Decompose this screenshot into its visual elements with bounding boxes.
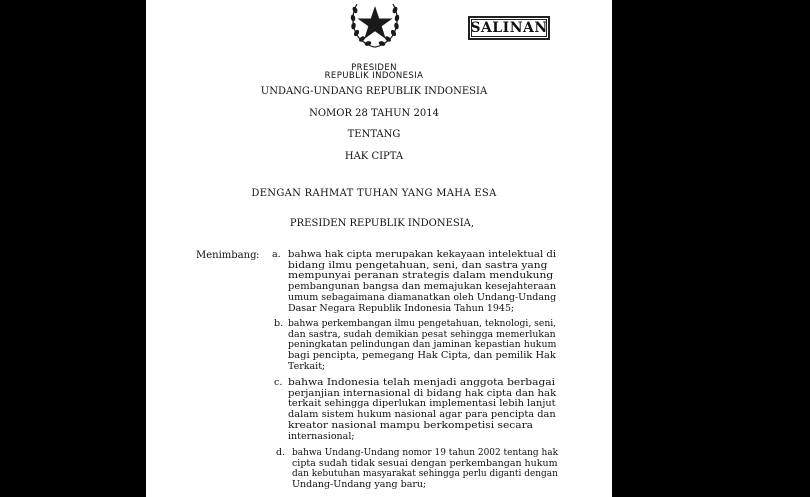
considering-item-line: Dasar Negara Republik Indonesia Tahun 1945; (288, 302, 515, 314)
considering-item-line: bagi pencipta, pemegang Hak Cipta, dan pemilik Hak (288, 350, 556, 362)
considering-item-line: internasional; (288, 430, 355, 442)
considering-item-letter: a. (272, 249, 281, 260)
considering-colon: : (256, 250, 260, 261)
office-title: PRESIDEN (351, 63, 397, 73)
considering-item-line: dan sastra, sudah demikian pesat sehingga memerlukan (288, 328, 556, 340)
garuda-emblem-icon (347, 0, 403, 50)
considering-item-line: perjanjian internasional di bidang hak cipta dan hak (288, 387, 557, 399)
considering-item-line: dan kebutuhan masyarakat sehingga perlu diganti dengan (292, 468, 558, 480)
considering-item-line: bidang ilmu pengetahuan, seni, dan sastra yang (288, 259, 548, 271)
considering-item-line: Undang-Undang yang baru; (292, 479, 427, 491)
document-page (146, 0, 612, 497)
grace-line: DENGAN RAHMAT TUHAN YANG MAHA ESA (251, 188, 497, 199)
considering-item-line: bahwa hak cipta merupakan kekayaan intelektual di (288, 249, 557, 260)
considering-item-line: dalam sistem hukum nasional agar para pencipta dan (288, 409, 556, 421)
law-subject: HAK CIPTA (344, 151, 404, 162)
considering-item-line: peningkatan pelindungan dan jaminan kepastian hukum (288, 339, 557, 351)
considering-item-line: kreator nasional mampu berkompetisi secara (288, 419, 533, 431)
law-number: NOMOR 28 TAHUN 2014 (309, 108, 439, 119)
considering-label: Menimbang (196, 250, 257, 261)
considering-item-line: Terkait; (288, 360, 326, 372)
considering-item-line: cipta sudah tidak sesuai dengan perkembangan hukum (292, 457, 558, 469)
considering-item-letter: d. (276, 447, 286, 458)
considering-item-letter: c. (274, 377, 283, 388)
president-line: PRESIDEN REPUBLIK INDONESIA, (289, 218, 475, 229)
office-subtitle: REPUBLIK INDONESIA (324, 71, 424, 81)
considering-item-line: bahwa perkembangan ilmu pengetahuan, teknologi, seni, (288, 318, 557, 329)
considering-item-line: terkait sehingga diperlukan implementasi lebih lanjut (288, 398, 556, 410)
considering-item-line: umum sebagaimana diamanatkan oleh Undang-Undang (288, 291, 557, 303)
considering-item-line: bahwa Indonesia telah menjadi anggota berbagai (288, 377, 556, 388)
law-title: UNDANG-UNDANG REPUBLIK INDONESIA (260, 86, 488, 97)
considering-item-letter: b. (274, 318, 284, 329)
considering-item-line: bahwa Undang-Undang nomor 19 tahun 2002 tentang hak (292, 447, 559, 458)
considering-item-line: pembangunan bangsa dan memajukan kesejahteraan (288, 281, 557, 293)
considering-item-line: mempunyai peranan strategis dalam mendukung (288, 270, 554, 282)
copy-stamp: SALINAN (468, 16, 550, 40)
about-label: TENTANG (347, 129, 401, 140)
